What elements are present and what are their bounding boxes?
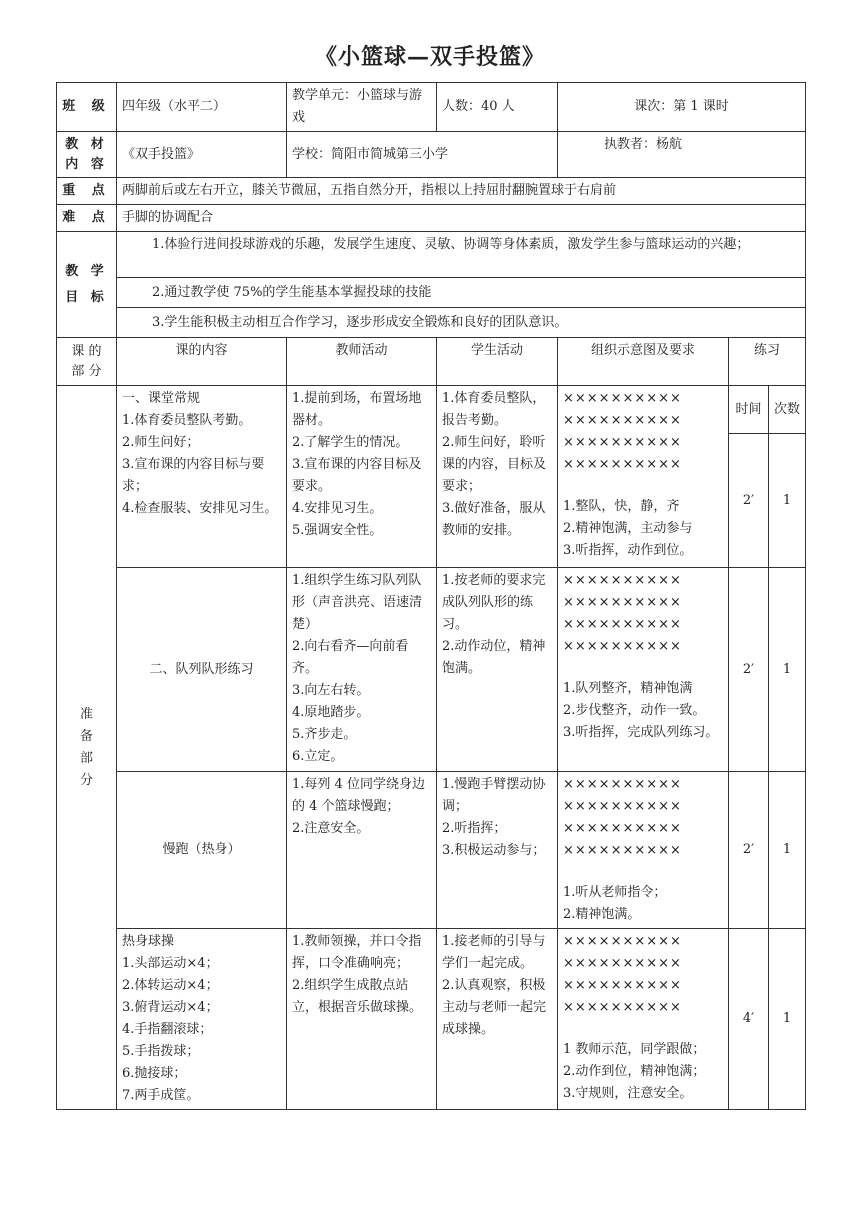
- row4-student: [437, 929, 558, 1110]
- formation-grid-row: ××××××××××: [563, 777, 682, 792]
- row4-content-line: 6.抛接球；: [122, 1066, 187, 1081]
- row3-teacher-line: 1.每列 4 位同学绕身边的 4 个篮球慢跑；: [292, 777, 425, 814]
- row3-content: 慢跑（热身）: [117, 772, 287, 929]
- row2-org: [558, 568, 729, 772]
- row3-student-line: 3.积极运动参与；: [442, 843, 546, 858]
- row2-student-line: 1.按老师的要求完成队列队形的练习。: [442, 573, 546, 632]
- row4-teacher: [287, 929, 437, 1110]
- row3-student-line: 2.听指挥；: [442, 821, 507, 836]
- page-title: 《小篮球—双手投篮》: [314, 44, 545, 70]
- formation-grid-row: ××××××××××: [563, 573, 682, 588]
- row2-teacher-line: 5.齐步走。: [292, 727, 357, 742]
- row1-content: [117, 386, 287, 568]
- row1-req-line: 2.精神饱满，主动参与: [563, 521, 693, 536]
- row1-content-line: 2.师生问好；: [122, 435, 200, 450]
- class-label: 班 级: [57, 83, 117, 132]
- activity-row-4: [57, 929, 806, 1110]
- header-student: 学生活动: [437, 338, 558, 386]
- goal-row-1: [57, 232, 806, 278]
- row4-content-line: 4.手指翻滚球；: [122, 1022, 213, 1037]
- row3-teacher: [287, 772, 437, 929]
- formation-grid-row: ××××××××××: [563, 617, 682, 632]
- teacher-value: 执教者：杨航: [558, 132, 806, 178]
- formation-grid-row: ××××××××××: [563, 595, 682, 610]
- row1-content-line: 一、课堂常规: [122, 391, 201, 406]
- time-label: 时间: [729, 386, 769, 434]
- row3-count: 1: [769, 772, 806, 929]
- row4-teacher-line: 2.组织学生成散点站立，根据音乐做球操。: [292, 978, 423, 1015]
- row1-time: 2′: [729, 434, 769, 568]
- row4-content-line: 3.俯背运动×4；: [122, 1000, 219, 1015]
- row2-student: [437, 568, 558, 772]
- formation-grid-row: ××××××××××: [563, 821, 682, 836]
- row1-student-line: 1.体育委员整队，报告考勤。: [442, 391, 546, 428]
- class-value: 四年级（水平二）: [117, 83, 287, 132]
- goal-2: 2.通过教学使 75%的学生能基本掌握投球的技能: [117, 278, 806, 308]
- row2-teacher-line: 6.立定。: [292, 749, 344, 764]
- row4-content-line: 5.手指拨球；: [122, 1044, 200, 1059]
- row2-count: 1: [769, 568, 806, 772]
- row3-org: [558, 772, 729, 929]
- lesson-plan-table: [56, 82, 806, 1110]
- header-content: 课的内容: [117, 338, 287, 386]
- row1-teacher-line: 1.提前到场，布置场地器材。: [292, 391, 422, 428]
- unit-value: 教学单元：小篮球与游戏: [287, 83, 437, 132]
- diff-label: 难 点: [57, 205, 117, 232]
- row1-count: 1: [769, 434, 806, 568]
- formation-grid-row: ××××××××××: [563, 639, 682, 654]
- formation-grid-row: ××××××××××: [563, 391, 682, 406]
- row3-teacher-line: 2.注意安全。: [292, 821, 370, 836]
- row4-req-line: 2.动作到位，精神饱满；: [563, 1064, 706, 1079]
- row1-teacher-line: 2.了解学生的情况。: [292, 435, 409, 450]
- row2-teacher-line: 3.向左右转。: [292, 683, 370, 698]
- row1-content-line: 3.宣布课的内容目标与要求；: [122, 457, 265, 494]
- formation-grid-row: ××××××××××: [563, 978, 682, 993]
- activity-row-1: [57, 386, 806, 434]
- content-value: 《双手投篮》: [117, 132, 287, 178]
- row3-req-line: 1.听从老师指令；: [563, 885, 667, 900]
- info-row-key: [57, 178, 806, 205]
- row2-teacher: [287, 568, 437, 772]
- formation-grid-row: ××××××××××: [563, 435, 682, 450]
- row4-org: [558, 929, 729, 1110]
- row1-req-line: 3.听指挥，动作到位。: [563, 543, 693, 558]
- row4-content-line: 2.体转运动×4；: [122, 978, 219, 993]
- row1-teacher: [287, 386, 437, 568]
- formation-grid-row: ××××××××××: [563, 956, 682, 971]
- row2-req-line: 3.听指挥，完成队列练习。: [563, 725, 719, 740]
- formation-grid-row: ××××××××××: [563, 413, 682, 428]
- goal-1: 1.体验行进间投球游戏的乐趣，发展学生速度、灵敏、协调等身体素质，激发学生参与篮球运动的兴趣；: [117, 232, 806, 278]
- row1-content-line: 4.检查服装、安排见习生。: [122, 501, 278, 516]
- row4-content: [117, 929, 287, 1110]
- info-row-class: [57, 83, 806, 132]
- count-value: 人数：40 人: [437, 83, 558, 132]
- row1-org: [558, 386, 729, 568]
- school-value: 学校：简阳市简城第三小学: [287, 132, 558, 178]
- row1-teacher-line: 3.宣布课的内容目标及要求。: [292, 457, 422, 494]
- row2-student-line: 2.动作动位，精神饱满。: [442, 639, 546, 676]
- formation-grid-row: ××××××××××: [563, 457, 682, 472]
- row1-student-line: 2.师生问好，聆听课的内容，目标及要求；: [442, 435, 547, 494]
- row2-teacher-line: 1.组织学生练习队列队形（声音洪亮、语速清楚）: [292, 573, 423, 632]
- row4-student-line: 1.接老师的引导与学们一起完成。: [442, 934, 546, 971]
- row3-time: 2′: [729, 772, 769, 929]
- section-label: 准 备 部 分: [57, 386, 117, 1110]
- row2-time: 2′: [729, 568, 769, 772]
- row2-content: 二、队列队形练习: [117, 568, 287, 772]
- row4-req-line: 3.守规则，注意安全。: [563, 1086, 693, 1101]
- row4-content-line: 7.两手成筐。: [122, 1088, 200, 1103]
- row4-student-line: 2.认真观察，积极主动与老师一起完成球操。: [442, 978, 547, 1037]
- header-practice: 练习: [729, 338, 806, 386]
- formation-grid-row: ××××××××××: [563, 843, 682, 858]
- goal-row-3: [57, 308, 806, 338]
- row4-content-line: 1.头部运动×4；: [122, 956, 219, 971]
- row3-student: [437, 772, 558, 929]
- row1-teacher-line: 4.安排见习生。: [292, 501, 383, 516]
- row3-req-line: 2.精神饱满。: [563, 907, 641, 922]
- row2-req-line: 2.步伐整齐，动作一致。: [563, 703, 706, 718]
- goal-3: 3.学生能积极主动相互合作学习，逐步形成安全锻炼和良好的团队意识。: [117, 308, 806, 338]
- key-value: 两脚前后或左右开立，膝关节微屈，五指自然分开，指根以上持屈肘翻腕置球于右肩前: [117, 178, 806, 205]
- header-row: [57, 338, 806, 386]
- formation-grid-row: ××××××××××: [563, 934, 682, 949]
- header-org: 组织示意图及要求: [558, 338, 729, 386]
- activity-row-3: [57, 772, 806, 929]
- activity-row-2: [57, 568, 806, 772]
- row2-teacher-line: 2.向右看齐—向前看齐。: [292, 639, 409, 676]
- row1-req-line: 1.整队，快，静，齐: [563, 499, 680, 514]
- row3-student-line: 1.慢跑手臂摆动协调；: [442, 777, 546, 814]
- key-label: 重 点: [57, 178, 117, 205]
- lesson-value: 课次：第 1 课时: [558, 83, 806, 132]
- info-row-diff: [57, 205, 806, 232]
- row4-content-line: 热身球操: [122, 934, 175, 949]
- header-part: 课 的 部 分: [57, 338, 117, 386]
- row1-content-line: 1.体育委员整队考勤。: [122, 413, 252, 428]
- row2-teacher-line: 4.原地踏步。: [292, 705, 370, 720]
- row4-teacher-line: 1.教师领操，并口令指挥，口令准确响亮；: [292, 934, 422, 971]
- diff-value: 手脚的协调配合: [117, 205, 806, 232]
- row1-teacher-line: 5.强调安全性。: [292, 523, 383, 538]
- times-label: 次数: [769, 386, 806, 434]
- goal-row-2: [57, 278, 806, 308]
- row2-req-line: 1.队列整齐，精神饱满: [563, 681, 693, 696]
- row1-student-line: 3.做好准备，服从教师的安排。: [442, 501, 546, 538]
- goal-label: 教 学 目 标: [57, 232, 117, 338]
- formation-grid-row: ××××××××××: [563, 1000, 682, 1015]
- content-label: 教 材 内 容: [57, 132, 117, 178]
- row4-req-line: 1 教师示范，同学跟做；: [563, 1042, 706, 1057]
- info-row-content: [57, 132, 806, 178]
- row1-student: [437, 386, 558, 568]
- row4-count: 1: [769, 929, 806, 1110]
- header-teacher: 教师活动: [287, 338, 437, 386]
- formation-grid-row: ××××××××××: [563, 799, 682, 814]
- row4-time: 4′: [729, 929, 769, 1110]
